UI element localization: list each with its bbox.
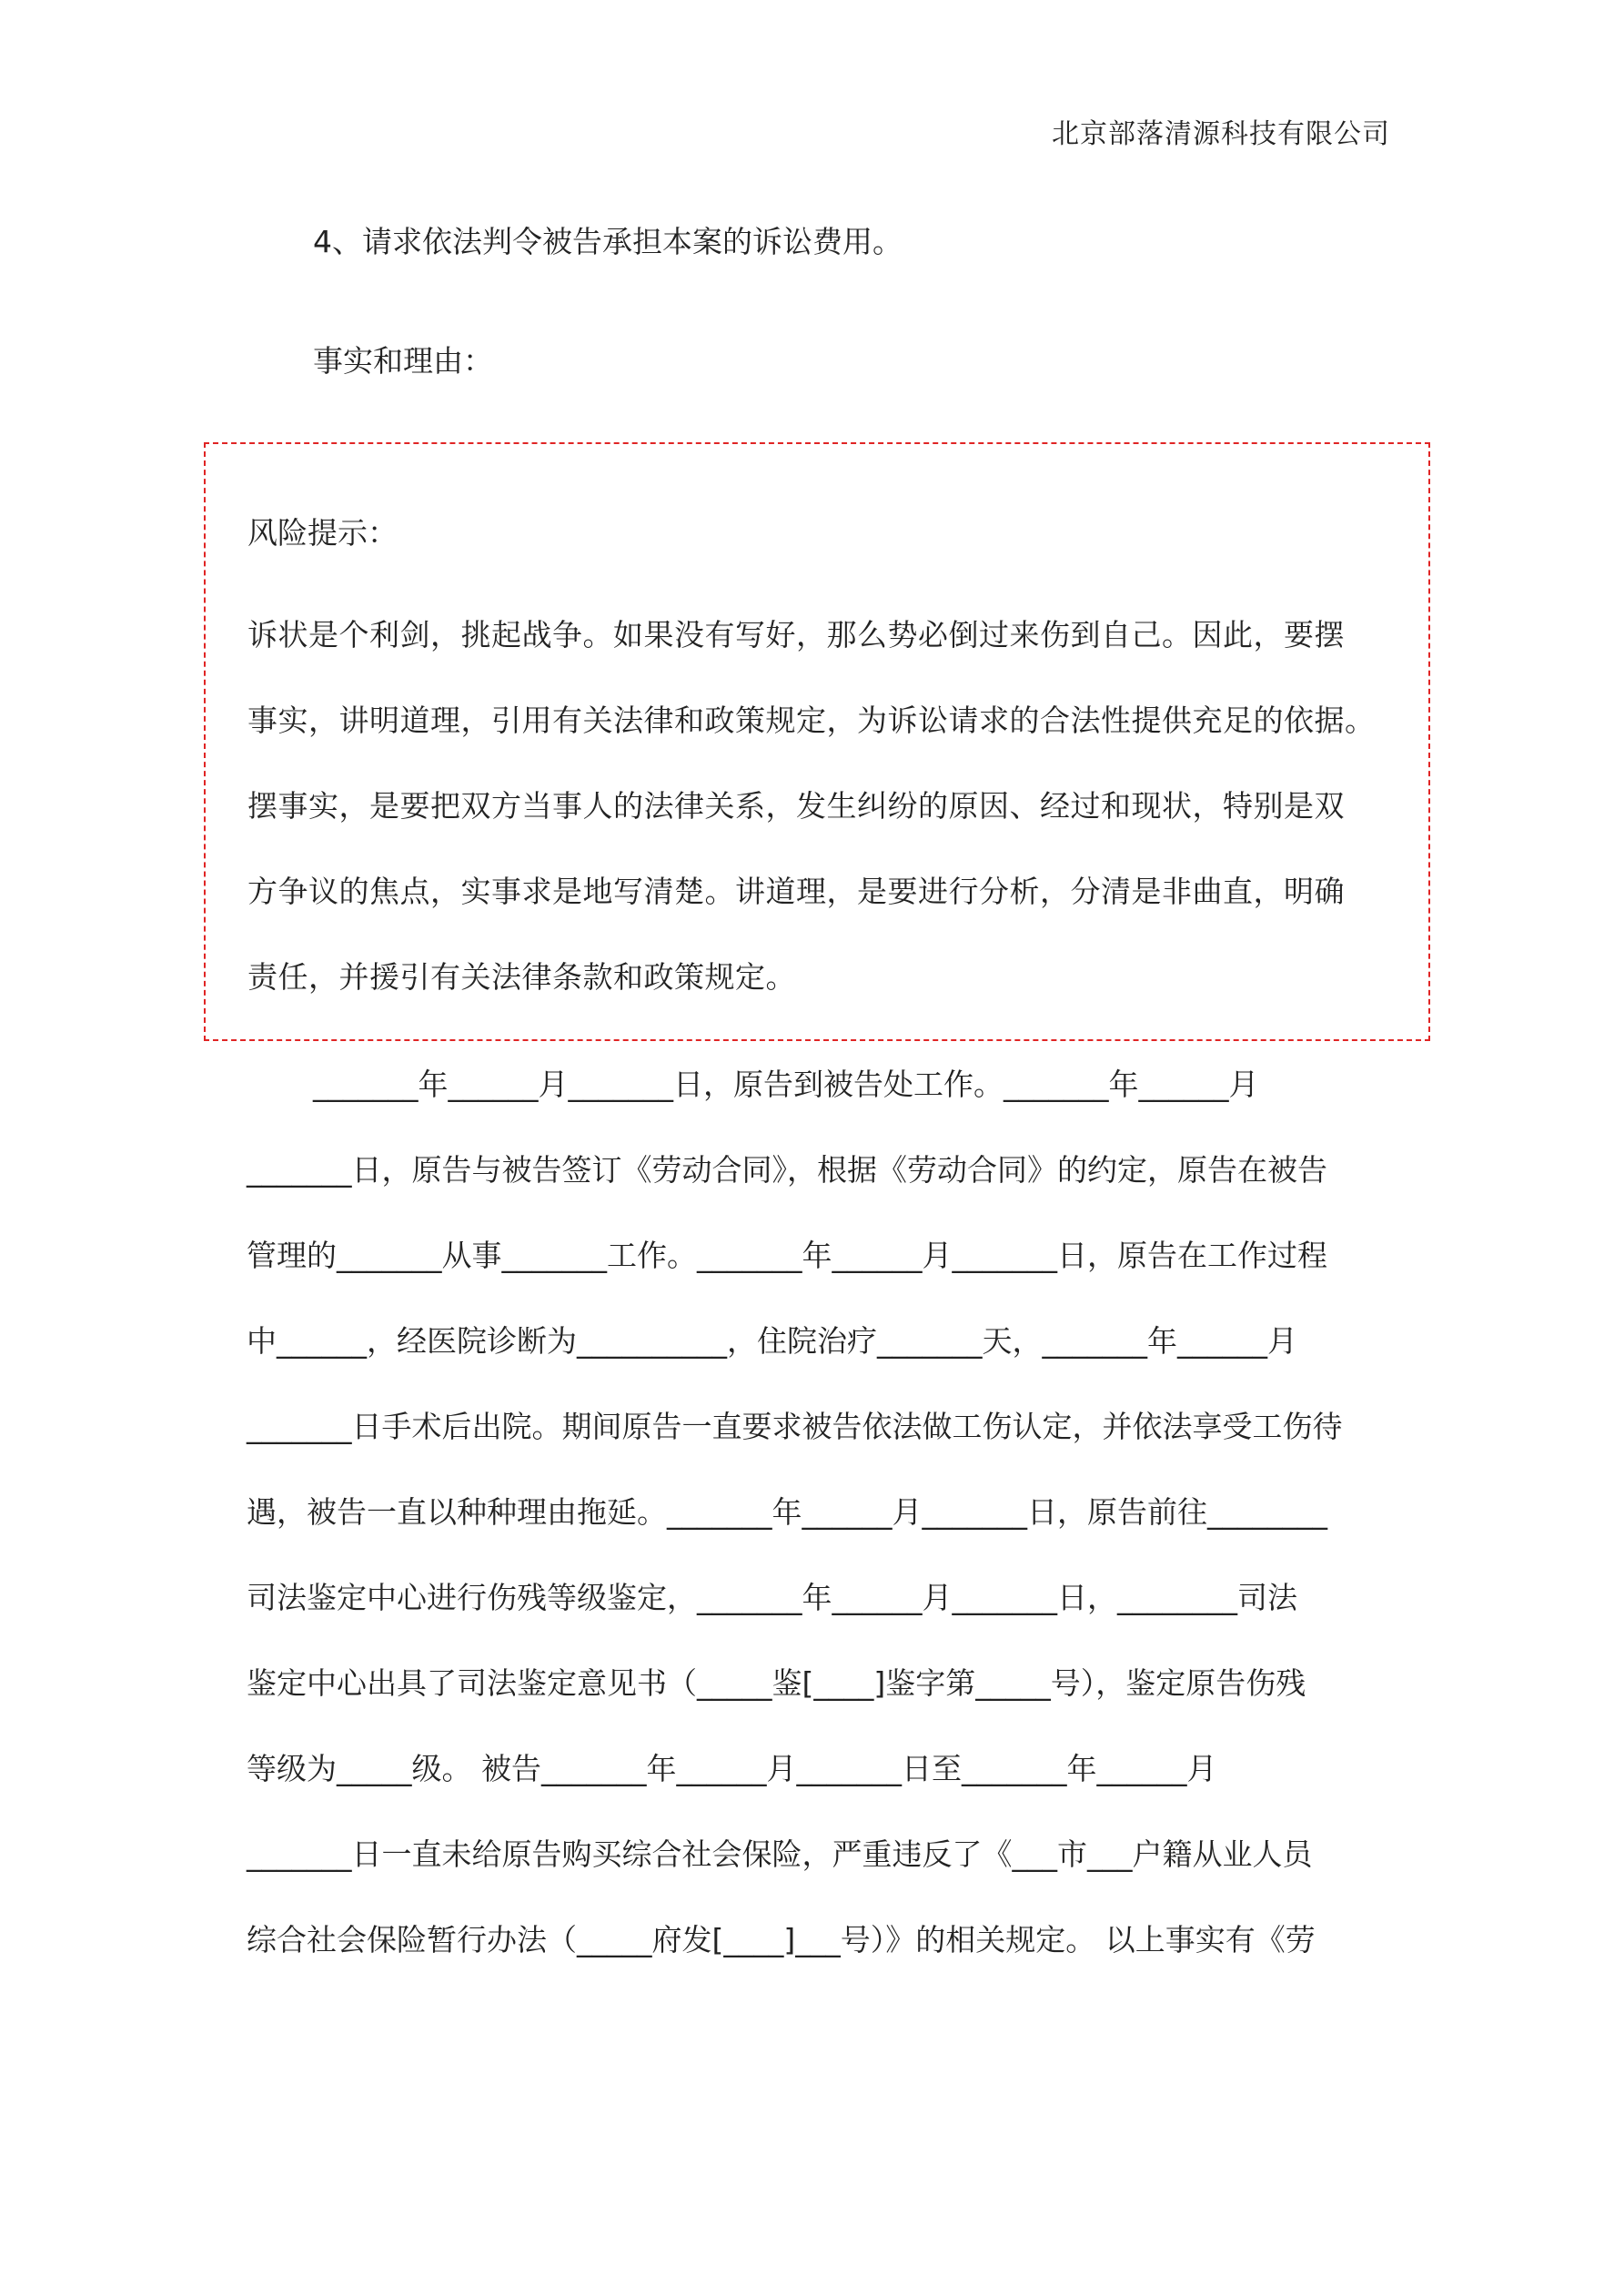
facts-body-line: 综合社会保险暂行办法（_____府发[____]___号）》的相关规定。 以上事实有《劳 xyxy=(247,1922,1316,1957)
facts-body-line: 管理的_______从事_______工作。_______年______月_______日，原告在工作过程 xyxy=(247,1238,1327,1273)
risk-notice-body xyxy=(247,592,1394,1020)
risk-notice-line: 摆事实，是要把双方当事人的法律关系，发生纠纷的原因、经过和现状，特别是双 xyxy=(247,788,1345,824)
facts-body-line: 鉴定中心出具了司法鉴定意见书（_____鉴[____]鉴字第_____号），鉴定原告伤残 xyxy=(247,1665,1306,1701)
facts-heading: 事实和理由： xyxy=(313,343,493,379)
facts-body-line: 中______，经医院诊断为__________，住院治疗_______天，_______年______月 xyxy=(247,1323,1297,1359)
facts-body xyxy=(247,1042,1393,1983)
claim-item-4: 4、请求依法判令被告承担本案的诉讼费用。 xyxy=(313,224,903,259)
facts-body-line: _______年______月_______日，原告到被告处工作。_______年______月 xyxy=(313,1067,1259,1102)
facts-body-line: 遇，被告一直以种种理由拖延。_______年______月_______日，原告前往________ xyxy=(247,1494,1327,1530)
risk-notice-line: 责任，并援引有关法律条款和政策规定。 xyxy=(247,959,796,995)
facts-body-line: _______日，原告与被告签订《劳动合同》，根据《劳动合同》的约定，原告在被告 xyxy=(247,1152,1327,1188)
risk-notice-box xyxy=(204,442,1430,1041)
facts-body-line: 等级为_____级。 被告_______年______月_______日至_______年______月 xyxy=(247,1751,1217,1786)
risk-notice-line: 诉状是个利剑，挑起战争。如果没有写好，那么势必倒过来伤到自己。因此，要摆 xyxy=(247,617,1345,652)
header-company-name: 北京部落清源科技有限公司 xyxy=(1052,118,1390,150)
risk-notice-title: 风险提示： xyxy=(247,515,398,551)
facts-body-line: 司法鉴定中心进行伤残等级鉴定，_______年______月_______日，________司法 xyxy=(247,1580,1297,1615)
facts-body-line: _______日手术后出院。期间原告一直要求被告依法做工伤认定，并依法享受工伤待 xyxy=(247,1409,1343,1444)
risk-notice-line: 方争议的焦点，实事求是地写清楚。讲道理，是要进行分析，分清是非曲直，明确 xyxy=(247,874,1345,909)
facts-body-line: _______日一直未给原告购买综合社会保险，严重违反了《___市___户籍从业人员 xyxy=(247,1836,1313,1872)
risk-notice-line: 事实，讲明道理，引用有关法律和政策规定，为诉讼请求的合法性提供充足的依据。 xyxy=(247,703,1376,738)
